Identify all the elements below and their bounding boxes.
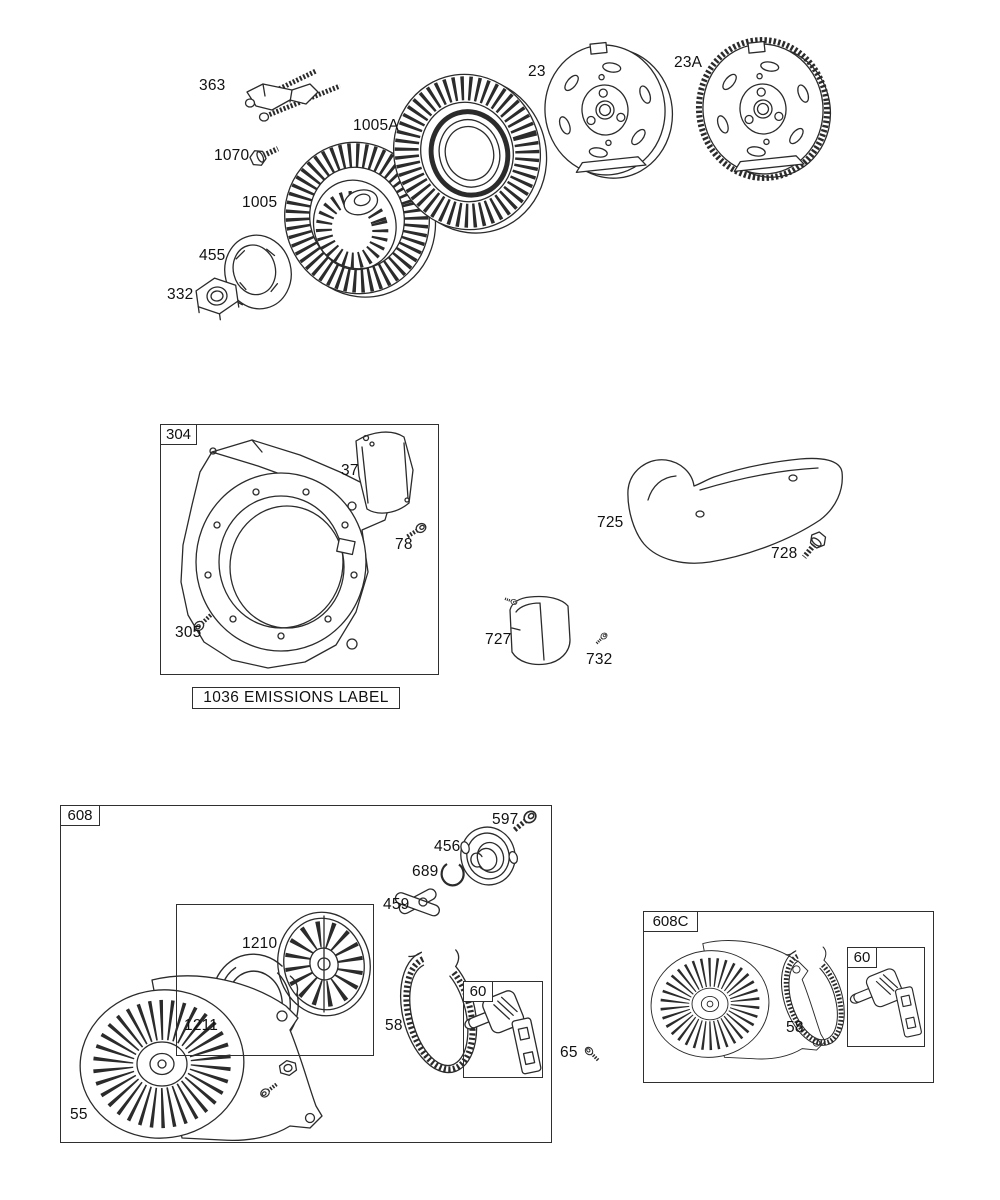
part-label-456: 456 (434, 838, 461, 855)
group-box-608-label: 608 (60, 805, 100, 826)
part-65-screw-illustration (584, 1046, 601, 1063)
part-label-23: 23 (528, 63, 546, 80)
part-label-1005: 1005 (242, 194, 278, 211)
part-label-37: 37 (341, 462, 359, 479)
part-label-725: 725 (597, 514, 624, 531)
part-23a-flywheel-ring-gear-illustration (692, 34, 837, 185)
part-label-78: 78 (395, 536, 413, 553)
emissions-label-box: 1036 EMISSIONS LABEL (192, 687, 400, 709)
part-732-screw-illustration (594, 632, 608, 646)
part-label-1211: 1211 (184, 1017, 219, 1034)
part-label-732: 732 (586, 651, 613, 668)
part-label-728: 728 (771, 545, 798, 562)
part-1070-bolt-illustration (248, 141, 281, 168)
part-label-455: 455 (199, 247, 226, 264)
part-label-689: 689 (412, 863, 439, 880)
part-label-597: 597 (492, 811, 519, 828)
part-728-bolt-illustration (798, 530, 829, 563)
part-label-332: 332 (167, 286, 194, 303)
group-box-60-main-label: 60 (463, 981, 493, 1002)
part-label-305: 305 (175, 624, 202, 641)
part-label-58: 58 (385, 1017, 403, 1034)
part-label-23a: 23A (674, 54, 703, 71)
part-label-1005a: 1005A (353, 117, 399, 134)
group-box-608c-label: 608C (643, 911, 698, 932)
part-label-58c: 58 (786, 1019, 804, 1036)
group-box-60-alt-label: 60 (847, 947, 877, 968)
part-727-cover-illustration (504, 596, 570, 664)
part-label-55: 55 (70, 1106, 88, 1123)
part-label-459: 459 (383, 896, 410, 913)
group-box-304-label: 304 (160, 424, 197, 445)
part-23-flywheel-illustration (538, 36, 679, 185)
part-label-727: 727 (485, 631, 512, 648)
part-label-363: 363 (199, 77, 226, 94)
part-label-65: 65 (560, 1044, 578, 1061)
part-label-1070: 1070 (214, 147, 250, 164)
part-363-mounting-screws-illustration (246, 71, 341, 121)
part-label-1210: 1210 (242, 935, 278, 952)
